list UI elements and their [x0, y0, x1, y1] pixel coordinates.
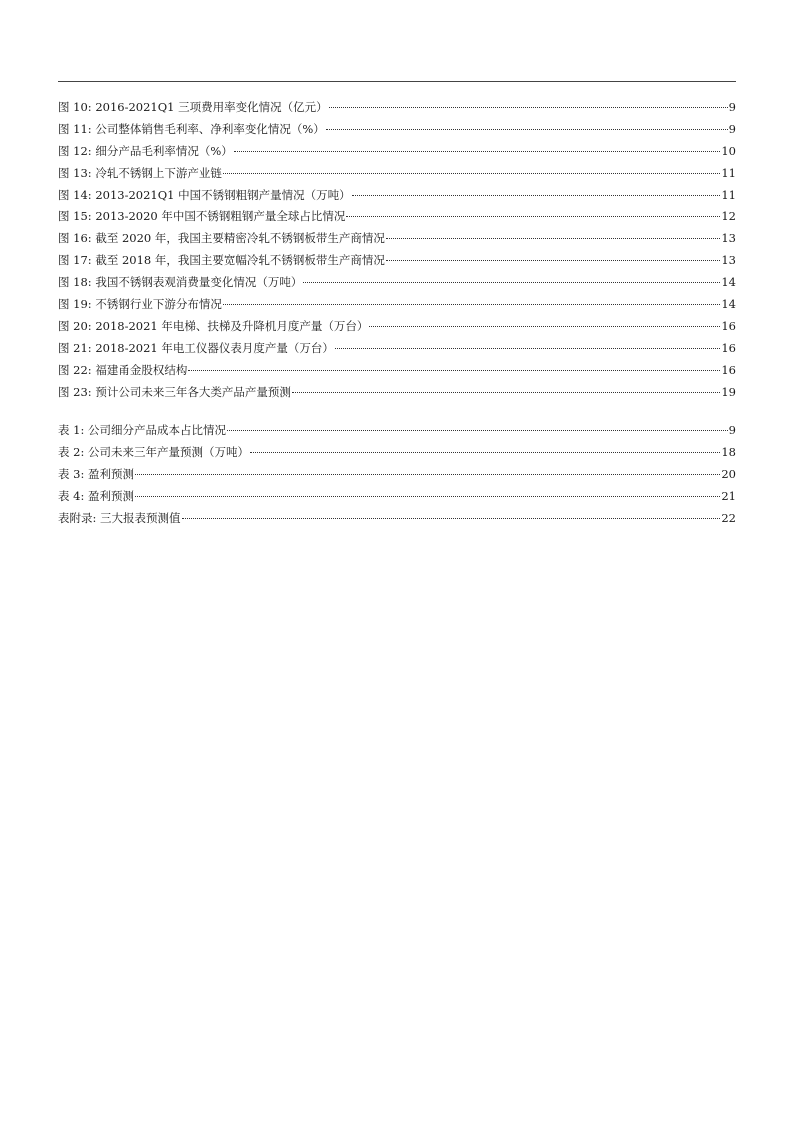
table-of-contents — [58, 97, 736, 530]
toc-entry-figure-22[interactable] — [58, 360, 736, 382]
toc-entry-page: 18 — [721, 445, 736, 460]
toc-entry-page: 14 — [721, 297, 736, 312]
dot-leader — [369, 326, 720, 327]
toc-entry-label: 图 14: 2013-2021Q1 中国不锈钢粗钢产量情况（万吨） — [58, 187, 351, 202]
toc-entry-label: 图 22: 福建甬金股权结构 — [58, 362, 188, 377]
dot-leader — [223, 304, 721, 305]
toc-entry-page: 11 — [721, 187, 736, 202]
toc-entry-page: 9 — [728, 100, 736, 114]
toc-entry-figure-20[interactable] — [58, 316, 736, 338]
toc-entry-label: 表附录: 三大报表预测值 — [58, 511, 181, 526]
toc-entry-page: 16 — [721, 318, 736, 333]
toc-entry-page: 10 — [721, 143, 736, 158]
toc-entry-label: 图 20: 2018-2021 年电梯、扶梯及升降机月度产量（万台） — [58, 318, 369, 333]
dot-leader — [329, 107, 728, 108]
toc-entry-table-4[interactable] — [58, 486, 736, 508]
toc-entry-figure-19[interactable] — [58, 294, 736, 316]
toc-entry-table-2[interactable] — [58, 442, 736, 464]
dot-leader — [386, 238, 720, 239]
toc-entry-figure-13[interactable] — [58, 163, 736, 185]
toc-entry-page: 9 — [728, 121, 736, 136]
toc-entry-page: 11 — [721, 165, 736, 180]
toc-entry-page: 16 — [721, 340, 736, 355]
toc-entry-label: 图 13: 冷轧不锈钢上下游产业链 — [58, 165, 222, 180]
dot-leader — [227, 430, 728, 431]
toc-entry-label: 图 18: 我国不锈钢表观消费量变化情况（万吨） — [58, 275, 303, 290]
toc-entry-figure-12[interactable] — [58, 141, 736, 163]
toc-entry-page: 16 — [721, 362, 736, 377]
dot-leader — [303, 282, 720, 283]
toc-entry-figure-23[interactable] — [58, 382, 736, 404]
section-gap — [58, 403, 736, 420]
toc-entry-figure-11[interactable] — [58, 119, 736, 141]
dot-leader — [346, 216, 720, 217]
toc-entry-label: 图 23: 预计公司未来三年各大类产品产量预测 — [58, 384, 291, 399]
dot-leader — [234, 151, 721, 152]
toc-entry-label: 图 16: 截至 2020 年，我国主要精密冷轧不锈钢板带生产商情况 — [58, 231, 385, 246]
toc-entry-figure-10[interactable] — [58, 97, 736, 119]
toc-entry-figure-16[interactable] — [58, 228, 736, 250]
dot-leader — [386, 260, 720, 261]
toc-entry-label: 图 21: 2018-2021 年电工仪器仪表月度产量（万台） — [58, 340, 334, 355]
toc-entry-figure-21[interactable] — [58, 338, 736, 360]
toc-entry-table-appendix[interactable] — [58, 508, 736, 530]
toc-entry-figure-18[interactable] — [58, 272, 736, 294]
dot-leader — [326, 129, 728, 130]
header-rule — [58, 81, 736, 82]
toc-entry-figure-15[interactable] — [58, 206, 736, 228]
toc-entry-table-1[interactable] — [58, 420, 736, 442]
toc-entry-page: 12 — [721, 209, 736, 224]
dot-leader — [335, 348, 720, 349]
dot-leader — [135, 474, 720, 475]
dot-leader — [135, 496, 720, 497]
dot-leader — [188, 370, 720, 371]
toc-entry-page: 19 — [721, 384, 736, 399]
toc-entry-page: 22 — [721, 511, 736, 526]
toc-entry-page: 14 — [721, 275, 736, 290]
toc-entry-page: 21 — [721, 489, 736, 504]
toc-entry-label: 图 12: 细分产品毛利率情况（%） — [58, 143, 233, 158]
toc-entry-figure-17[interactable] — [58, 250, 736, 272]
toc-entry-page: 13 — [721, 231, 736, 246]
dot-leader — [352, 195, 721, 196]
toc-entry-label: 图 17: 截至 2018 年，我国主要宽幅冷轧不锈钢板带生产商情况 — [58, 253, 385, 268]
dot-leader — [292, 392, 721, 393]
toc-entry-page: 20 — [721, 467, 736, 482]
toc-entry-page: 13 — [721, 253, 736, 268]
dot-leader — [250, 452, 720, 453]
toc-entry-figure-14[interactable] — [58, 185, 736, 207]
toc-entry-label: 表 3: 盈利预测 — [58, 467, 135, 482]
toc-entry-label: 图 10: 2016-2021Q1 三项费用率变化情况（亿元） — [58, 100, 328, 114]
toc-entry-label: 图 19: 不锈钢行业下游分布情况 — [58, 297, 222, 312]
toc-entry-label: 表 4: 盈利预测 — [58, 489, 135, 504]
dot-leader — [223, 173, 721, 174]
toc-entry-label: 表 1: 公司细分产品成本占比情况 — [58, 423, 227, 438]
toc-entry-table-3[interactable] — [58, 464, 736, 486]
toc-entry-label: 表 2: 公司未来三年产量预测（万吨） — [58, 445, 250, 460]
toc-entry-label: 图 15: 2013-2020 年中国不锈钢粗钢产量全球占比情况 — [58, 209, 346, 224]
toc-entry-page: 9 — [728, 423, 736, 438]
dot-leader — [182, 518, 721, 519]
toc-entry-label: 图 11: 公司整体销售毛利率、净利率变化情况（%） — [58, 121, 325, 136]
